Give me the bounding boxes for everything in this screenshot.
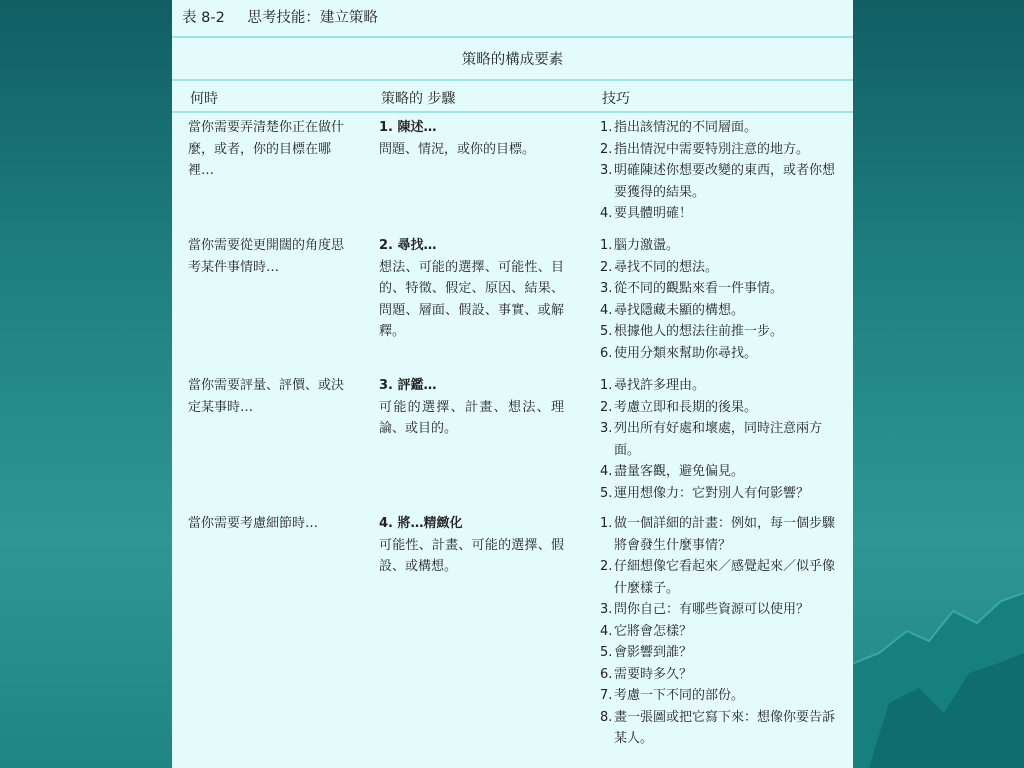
- list-item: 6. 需要時多久？: [600, 666, 693, 682]
- list-item: 4. 尋找隱藏未顯的構想。: [600, 302, 745, 318]
- list-item: 2. 考慮立即和長期的後果。: [600, 399, 758, 415]
- column-headers: [172, 81, 853, 113]
- list-item: 1. 做一個詳細的計畫：例如，每一個步驟將會發生什麼事情？: [600, 516, 836, 553]
- list-item: 2. 指出情況中需要特別注意的地方。: [600, 141, 810, 157]
- when-cell: 當你需要評量、評價、或決定某事時…: [188, 378, 345, 415]
- list-item: 4. 要具體明確！: [600, 206, 693, 221]
- list-item: 7. 考慮一下不同的部份。: [600, 688, 745, 703]
- table-caption: [172, 0, 853, 38]
- list-item: 4. 盡量客觀，避免偏見。: [600, 464, 745, 479]
- list-item: 3. 問你自己：有哪些資源可以使用？: [600, 602, 810, 617]
- list-item: 1. 尋找許多理由。: [600, 378, 706, 393]
- step-title: 4. 將…精緻化: [379, 516, 463, 531]
- skills-cell: [600, 513, 844, 750]
- list-item: 5. 運用想像力：它對別人有何影響？: [600, 485, 810, 501]
- column-header-steps: 策略的 步驟: [381, 91, 456, 107]
- list-item: 2. 尋找不同的想法。: [600, 259, 719, 275]
- step-description: 可能性、計畫、可能的選擇、假設、或構想。: [379, 537, 564, 574]
- step-cell: [379, 235, 564, 343]
- step-description: 問題、情況，或你的目標。: [379, 141, 536, 157]
- list-item: 5. 會影響到誰？: [600, 645, 693, 660]
- skills-cell: [600, 235, 844, 364]
- list-item: 3. 明確陳述你想要改變的東西，或者你想要獲得的結果。: [600, 163, 836, 200]
- document-page: [172, 0, 853, 768]
- list-item: 1. 腦力激盪。: [600, 238, 680, 253]
- step-cell: [379, 513, 564, 578]
- table-title: 思考技能：建立策略: [247, 10, 378, 26]
- skills-cell: [600, 375, 844, 504]
- list-item: 5. 根據他人的想法往前推一步。: [600, 324, 784, 339]
- column-header-when: 何時: [190, 91, 218, 107]
- list-item: 3. 從不同的觀點來看一件事情。: [600, 281, 784, 296]
- column-header-skills: 技巧: [602, 91, 630, 107]
- skills-cell: [600, 117, 844, 225]
- list-item: 6. 使用分類來幫助你尋找。: [600, 345, 758, 361]
- step-title: 1. 陳述…: [379, 120, 437, 135]
- mountain-decoration: [849, 593, 1024, 768]
- step-description: 想法、可能的選擇、可能性、目的、特徵、假定、原因、結果、問題、層面、假設、事實、或解釋。: [379, 259, 564, 339]
- list-item: 1. 指出該情況的不同層面。: [600, 120, 758, 135]
- list-item: 3. 列出所有好處和壞處，同時注意兩方面。: [600, 421, 823, 458]
- when-cell: 當你需要弄清楚你正在做什麼，或者，你的目標在哪裡…: [188, 120, 345, 178]
- when-cell: 當你需要考慮細節時…: [188, 516, 319, 531]
- table-number: 表 8-2: [182, 10, 225, 26]
- step-title: 2. 尋找…: [379, 238, 437, 253]
- step-description: 可能的選擇、計畫、想法、理論、或目的。: [379, 399, 564, 436]
- when-cell: 當你需要從更開闊的角度思考某件事情時…: [188, 238, 345, 275]
- step-title: 3. 評鑑…: [379, 378, 437, 393]
- list-item: 2. 仔細想像它看起來／感覺起來／似乎像什麼樣子。: [600, 559, 836, 596]
- list-item: 8. 畫一張圖或把它寫下來：想像你要告訴某人。: [600, 709, 836, 746]
- step-cell: [379, 375, 564, 440]
- section-heading: 策略的構成要素: [172, 38, 853, 81]
- list-item: 4. 它將會怎樣？: [600, 623, 693, 639]
- step-cell: [379, 117, 564, 160]
